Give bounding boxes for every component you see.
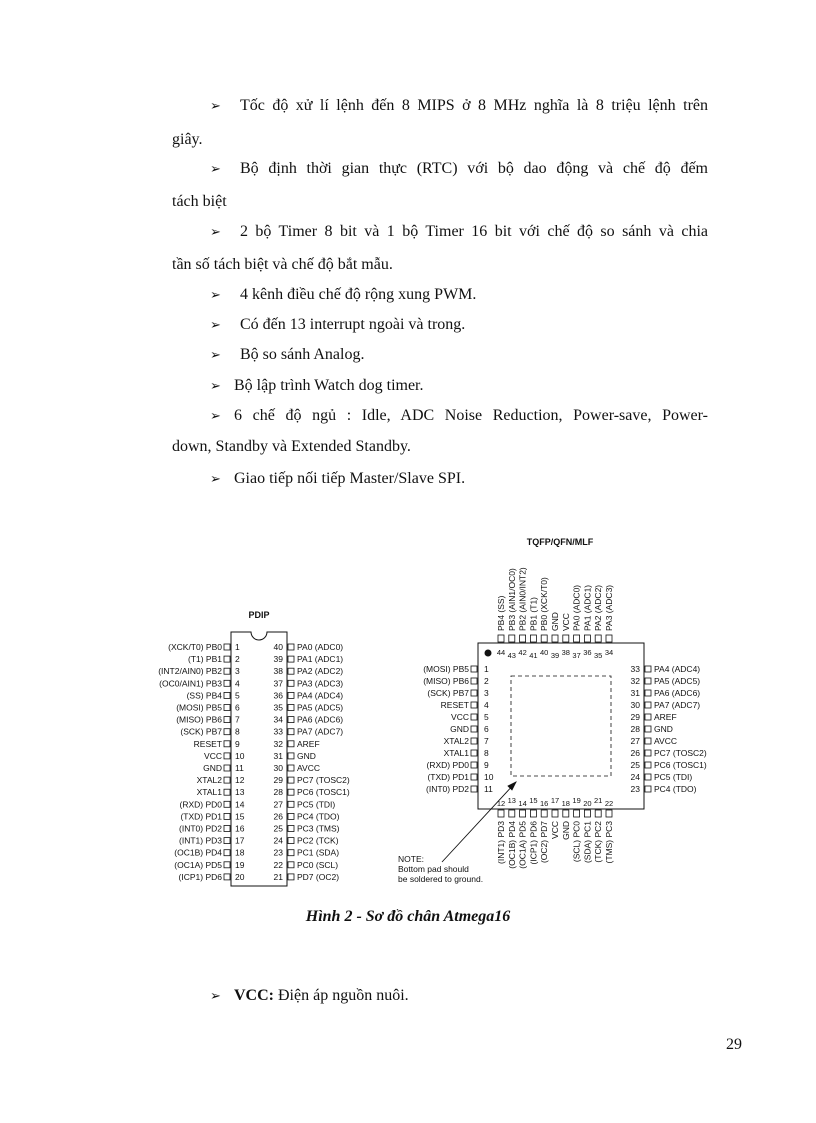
tqfp-pin-number: 37 <box>572 651 581 660</box>
pdip-pin-number: 34 <box>273 714 283 725</box>
pdip-pin-number: 40 <box>273 642 283 652</box>
pdip-pin-pad <box>224 692 230 698</box>
pdip-pin-pad <box>288 789 294 795</box>
tqfp-pin-label: (SCK) PB7 <box>427 688 469 698</box>
arrow-bullet-icon: ➢ <box>210 471 221 486</box>
pdip-pin-pad <box>224 838 230 844</box>
pdip-pin-label: (OC1A) PD5 <box>174 859 222 870</box>
tqfp-pin-number: 19 <box>572 796 581 805</box>
tqfp-bottom-pad-outline <box>511 676 611 776</box>
pdip-pin-number: 12 <box>235 775 245 786</box>
tqfp-pin-number: 33 <box>630 664 640 674</box>
tqfp-pin-label: AVCC <box>654 736 677 746</box>
tqfp-pin-pad <box>471 762 477 768</box>
pdip-pin-number: 29 <box>273 775 283 786</box>
pdip-pin-pad <box>224 668 230 674</box>
tqfp-pin-number: 2 <box>484 676 489 686</box>
tqfp-pin-label: VCC <box>451 712 469 722</box>
pdip-pin-number: 28 <box>273 787 283 798</box>
tqfp-pin-number: 44 <box>496 648 506 657</box>
pdip-pin-pad <box>288 717 294 723</box>
tqfp-pin-pad <box>509 635 515 642</box>
tqfp-pin-number: 35 <box>594 651 603 660</box>
tqfp-pin-label: PB4 (SS) <box>496 595 506 631</box>
pdip-pin-pad <box>288 838 294 844</box>
bottom-pad-note: NOTE: <box>398 854 424 864</box>
tqfp-pin-pad <box>552 810 558 817</box>
tqfp-pin-pad <box>595 810 601 817</box>
bullet-line-vcc: ➢ VCC: Điện áp nguồn nuôi. <box>210 987 409 1004</box>
pdip-pin-label: (MOSI) PB5 <box>176 702 222 713</box>
pdip-pin-pad <box>288 705 294 711</box>
tqfp-pin-label: (OC2) PD7 <box>539 821 550 864</box>
tqfp-pin-pad <box>563 635 569 642</box>
tqfp-pin-pad <box>520 810 526 817</box>
arrow-bullet-icon: ➢ <box>210 988 221 1003</box>
pdip-pin-number: 14 <box>235 799 245 810</box>
tqfp-pin-pad <box>530 810 536 817</box>
pdip-pin-label: PA0 (ADC0) <box>297 642 344 652</box>
tqfp-pin-number: 31 <box>630 688 640 698</box>
tqfp-pin-label: (OC1A) PD5 <box>517 821 528 869</box>
pdip-pin-number: 10 <box>235 750 245 761</box>
pdip-pin-label: XTAL2 <box>196 775 222 786</box>
tqfp-pin-number: 14 <box>518 799 527 808</box>
pdip-pin-number: 22 <box>273 859 283 870</box>
pdip-pin-label: AVCC <box>297 763 320 773</box>
pdip-pin-label: (TXD) PD1 <box>180 811 222 822</box>
arrow-bullet-icon: ➢ <box>210 287 221 302</box>
tqfp-pin-pad <box>584 635 590 642</box>
pdip-pin-label: (XCK/T0) PB0 <box>168 642 222 652</box>
pdip-pin-pad <box>288 692 294 698</box>
tqfp-pin-number: 18 <box>561 799 570 808</box>
tqfp-pin-label: RESET <box>440 700 469 710</box>
tqfp-pin-number: 3 <box>484 688 489 698</box>
tqfp-pin-number: 16 <box>540 799 549 808</box>
tqfp-pin-label: (TCK) PC2 <box>593 821 604 863</box>
pdip-pin-number: 19 <box>235 859 245 870</box>
tqfp-pin-label: (RXD) PD0 <box>426 760 469 770</box>
bullet-line: ➢ 6 chế độ ngủ : Idle, ADC Noise Reduction, Power-save, Power- <box>210 407 708 424</box>
tqfp-pin-pad <box>645 690 651 696</box>
pdip-pin-number: 39 <box>273 654 283 665</box>
pdip-pin-pad <box>224 850 230 856</box>
tqfp-pin-pad <box>471 738 477 744</box>
pdip-pin-pad <box>288 862 294 868</box>
arrow-bullet-icon: ➢ <box>210 378 221 393</box>
tqfp-pin-label: (ICP1) PD6 <box>528 821 539 865</box>
tqfp-pin-number: 17 <box>550 796 560 805</box>
pdip-pin-pad <box>224 705 230 711</box>
pdip-pin-number: 8 <box>235 726 240 737</box>
pdip-pin-label: PC0 (SCL) <box>297 859 339 870</box>
tqfp-pin-label: GND <box>654 724 673 734</box>
pdip-pin-pad <box>224 656 230 662</box>
pdip-pin-number: 23 <box>273 847 283 858</box>
tqfp-pin-number: 40 <box>540 648 549 657</box>
pdip-pin-pad <box>224 741 230 747</box>
tqfp-pin-pad <box>471 678 477 684</box>
bullet-line: ➢ Bộ định thời gian thực (RTC) với bộ dao động và chế độ đếm <box>210 160 708 177</box>
pdip-pin-label: PC3 (TMS) <box>297 823 340 834</box>
pdip-pin-number: 18 <box>235 847 245 858</box>
tqfp-pin-label: (INT1) PD3 <box>496 821 506 864</box>
pdip-pin-label: VCC <box>204 750 222 761</box>
tqfp-pin-number: 8 <box>484 748 489 758</box>
tqfp-pin-number: 1 <box>484 664 489 674</box>
pdip-pin-label: (INT1) PD3 <box>179 835 222 846</box>
tqfp-pin-number: 9 <box>484 760 489 770</box>
pdip-pin-label: PA2 (ADC2) <box>297 666 344 677</box>
pdip-pin-pad <box>288 850 294 856</box>
pdip-pin-number: 21 <box>273 871 283 882</box>
tqfp-pin-pad <box>498 635 504 642</box>
tqfp-pin-label: VCC <box>560 613 571 631</box>
tqfp-pin-number: 34 <box>604 648 614 657</box>
tqfp-pin-label: PB2 (AIN0/INT2) <box>517 567 528 631</box>
tqfp-pin-pad <box>645 774 651 780</box>
tqfp-pin-number: 11 <box>484 784 493 794</box>
bullet-line: ➢ Tốc độ xử lí lệnh đến 8 MIPS ở 8 MHz nghĩa là 8 triệu lệnh trên <box>210 97 708 114</box>
tqfp-pin-number: 7 <box>484 736 489 746</box>
tqfp-pin-pad <box>645 726 651 732</box>
pdip-pin-pad <box>224 801 230 807</box>
tqfp-pin-label: AREF <box>654 712 677 722</box>
pdip-pin-number: 9 <box>235 738 240 749</box>
tqfp-pin-number: 22 <box>604 799 614 808</box>
pdip-pin-label: (SS) PB4 <box>186 690 222 701</box>
tqfp-pin-number: 20 <box>583 799 592 808</box>
tqfp-pin-number: 29 <box>630 712 640 722</box>
pdip-pin-number: 5 <box>235 690 240 701</box>
pdip-pin-pad <box>224 813 230 819</box>
pdip-pin-pad <box>288 644 294 650</box>
arrow-bullet-icon: ➢ <box>210 161 221 176</box>
tqfp-pin-number: 27 <box>630 736 640 746</box>
pdip-pin-number: 30 <box>273 763 283 773</box>
pdip-pin-number: 24 <box>273 835 283 846</box>
pdip-pin-label: GND <box>297 750 316 761</box>
tqfp-pin-label: GND <box>550 612 560 631</box>
pdip-pin-label: PA5 (ADC5) <box>297 702 344 713</box>
pdip-pin-label: (MISO) PB6 <box>176 714 222 725</box>
pdip-pin-pad <box>224 777 230 783</box>
tqfp-pin-label: (SCL) PC0 <box>571 821 582 863</box>
pdip-pin-pad <box>288 729 294 735</box>
tqfp-pin-label: PA2 (ADC2) <box>593 584 604 631</box>
pdip-pin-label: PA7 (ADC7) <box>297 726 344 737</box>
pdip-pin-number: 26 <box>273 811 283 822</box>
pdip-pin-pad <box>288 765 294 771</box>
pdip-pin-number: 2 <box>235 654 240 665</box>
pdip-pin-label: (ICP1) PD6 <box>178 871 222 882</box>
pdip-pin-label: PD7 (OC2) <box>297 871 340 882</box>
tqfp-pin-number: 24 <box>630 772 640 782</box>
pdip-pin-number: 13 <box>235 787 245 798</box>
pdip-pin-number: 32 <box>273 738 283 749</box>
tqfp-pin-number: 43 <box>507 651 516 660</box>
tqfp-pin-pad <box>530 635 536 642</box>
tqfp-pin-label: PC5 (TDI) <box>654 772 693 782</box>
pdip-pin-number: 17 <box>235 835 245 846</box>
pdip-pin-label: AREF <box>297 738 320 749</box>
pdip-pin-number: 35 <box>273 702 283 713</box>
tqfp-pin-pad <box>645 666 651 672</box>
arrow-bullet-icon: ➢ <box>210 347 221 362</box>
tqfp-pin-label: PA3 (ADC3) <box>604 584 614 631</box>
pdip-pin-label: PC1 (SDA) <box>297 847 340 858</box>
pdip-pin-label: PA3 (ADC3) <box>297 678 344 689</box>
pdip-pin-number: 3 <box>235 666 240 677</box>
tqfp-pin-pad <box>645 786 651 792</box>
pdip-pin-number: 7 <box>235 714 240 725</box>
tqfp-pin-label: PC4 (TDO) <box>654 784 697 794</box>
pdip-pin-pad <box>288 753 294 759</box>
tqfp-pin-label: GND <box>560 821 571 840</box>
tqfp-pin-label: PA5 (ADC5) <box>654 676 701 686</box>
tqfp-pin-label: (TMS) PC3 <box>604 821 614 864</box>
pdip-pin-pad <box>224 789 230 795</box>
tqfp-pin-number: 6 <box>484 724 489 734</box>
bullet-line: ➢ Bộ so sánh Analog. <box>210 346 365 363</box>
tqfp-pin-pad <box>471 774 477 780</box>
pdip-pin-label: PA6 (ADC6) <box>297 714 344 725</box>
tqfp-pin-label: GND <box>450 724 469 734</box>
tqfp-pin-pad <box>574 635 580 642</box>
pdip-pin-pad <box>224 680 230 686</box>
bullet-line: ➢ 2 bộ Timer 8 bit và 1 bộ Timer 16 bit với chế độ so sánh và chia <box>210 223 708 240</box>
tqfp-pin-label: (OC1B) PD4 <box>506 821 517 869</box>
tqfp-pin-pad <box>552 635 558 642</box>
pdip-pin-pad <box>224 753 230 759</box>
pdip-pin-label: (OC1B) PD4 <box>174 847 222 858</box>
pdip-pin-number: 16 <box>235 823 245 834</box>
tqfp-pin-pad <box>606 810 612 817</box>
tqfp-pin-pad <box>541 810 547 817</box>
pdip-pin-label: (SCK) PB7 <box>180 726 222 737</box>
tqfp-pin-label: XTAL2 <box>443 736 469 746</box>
tqfp-pin-number: 28 <box>630 724 640 734</box>
pdip-pin-number: 38 <box>273 666 283 677</box>
tqfp-pin-number: 36 <box>583 648 592 657</box>
tqfp-pin-label: VCC <box>550 821 560 839</box>
pdip-pin-label: PC6 (TOSC1) <box>297 787 350 798</box>
tqfp-pin-number: 10 <box>484 772 494 782</box>
tqfp-pin-pad <box>471 702 477 708</box>
tqfp-pin-pad <box>584 810 590 817</box>
pdip-pin-pad <box>288 801 294 807</box>
pdip-pin-label: PC5 (TDI) <box>297 799 336 810</box>
tqfp-pin-number: 26 <box>630 748 640 758</box>
pdip-pin-number: 20 <box>235 871 245 882</box>
tqfp-pin-number: 23 <box>630 784 640 794</box>
pdip-pin-label: GND <box>203 763 222 773</box>
pdip-pin-label: PC2 (TCK) <box>297 835 339 846</box>
pdip-pin-label: RESET <box>193 738 222 749</box>
tqfp-pin-number: 4 <box>484 700 489 710</box>
tqfp-pin-number: 13 <box>507 796 516 805</box>
tqfp-pin-label: PA7 (ADC7) <box>654 700 701 710</box>
pdip-pin-pad <box>224 874 230 880</box>
term-vcc: VCC: <box>234 987 274 1004</box>
paragraph-line: giây. <box>172 131 203 148</box>
tqfp-pin-number: 25 <box>630 760 640 770</box>
tqfp-pin-pad <box>606 635 612 642</box>
tqfp-pin-pad <box>471 786 477 792</box>
tqfp-pin-pad <box>645 702 651 708</box>
paragraph-line: tách biệt <box>172 193 227 210</box>
pdip-pin-number: 1 <box>235 642 240 652</box>
pdip-pin-number: 25 <box>273 823 283 834</box>
pdip-pin-pad <box>288 874 294 880</box>
tqfp-pin-label: PA4 (ADC4) <box>654 664 701 674</box>
tqfp-pin-label: (TXD) PD1 <box>427 772 469 782</box>
pdip-pin-pad <box>288 777 294 783</box>
pdip-pin-label: PA1 (ADC1) <box>297 654 344 665</box>
pdip-pin-number: 33 <box>273 726 283 737</box>
tqfp-pin-label: PA1 (ADC1) <box>582 584 593 631</box>
bullet-line: ➢ Bộ lập trình Watch dog timer. <box>210 377 424 394</box>
tqfp-pin-label: PA6 (ADC6) <box>654 688 701 698</box>
pdip-pin-pad <box>288 668 294 674</box>
tqfp-pin-label: PB1 (T1) <box>528 596 539 631</box>
pdip-pin-pad <box>224 717 230 723</box>
bottom-pad-note: Bottom pad should <box>398 864 469 874</box>
pin1-marker-dot <box>485 650 492 657</box>
tqfp-pin-number: 30 <box>630 700 640 710</box>
tqfp-pin-pad <box>541 635 547 642</box>
pdip-pin-number: 4 <box>235 678 240 689</box>
pdip-pin-pad <box>288 813 294 819</box>
pdip-pin-number: 37 <box>273 678 283 689</box>
pdip-pin-number: 11 <box>235 763 244 773</box>
pdip-pin-label: PC4 (TDO) <box>297 811 340 822</box>
pdip-pin-pad <box>224 729 230 735</box>
tqfp-pin-pad <box>645 762 651 768</box>
bullet-line: ➢ 4 kênh điều chế độ rộng xung PWM. <box>210 286 477 303</box>
bullet-line: ➢ Có đến 13 interrupt ngoài và trong. <box>210 316 466 333</box>
pdip-pin-pad <box>224 644 230 650</box>
tqfp-pin-pad <box>645 738 651 744</box>
tqfp-pin-number: 15 <box>529 796 538 805</box>
page-number: 29 <box>726 1036 742 1053</box>
paragraph-line: down, Standby và Extended Standby. <box>172 438 411 455</box>
tqfp-pin-number: 39 <box>550 651 560 660</box>
tqfp-pin-number: 12 <box>496 799 506 808</box>
pdip-pin-label: (OC0/AIN1) PB3 <box>159 678 222 689</box>
tqfp-pin-pad <box>595 635 601 642</box>
pdip-pin-pad <box>288 826 294 832</box>
pdip-pin-label: (INT0) PD2 <box>179 823 222 834</box>
bullet-line: ➢ Giao tiếp nối tiếp Master/Slave SPI. <box>210 470 466 487</box>
arrow-bullet-icon: ➢ <box>210 224 221 239</box>
tqfp-pin-pad <box>471 714 477 720</box>
pdip-pin-label: XTAL1 <box>196 787 222 798</box>
tqfp-pin-label: (SDA) PC1 <box>582 821 593 864</box>
arrow-bullet-icon: ➢ <box>210 317 221 332</box>
pdip-pin-number: 31 <box>273 750 283 761</box>
pdip-pin-pad <box>224 862 230 868</box>
pdip-pin-label: PC7 (TOSC2) <box>297 775 350 786</box>
tqfp-pin-label: (MOSI) PB5 <box>423 664 469 674</box>
pdip-title: PDIP <box>248 610 270 620</box>
tqfp-pin-number: 41 <box>529 651 538 660</box>
pdip-pin-pad <box>224 765 230 771</box>
tqfp-body <box>478 643 644 809</box>
tqfp-pin-pad <box>645 750 651 756</box>
tqfp-pin-pad <box>471 750 477 756</box>
tqfp-pin-label: PC7 (TOSC2) <box>654 748 707 758</box>
paragraph-line: tần số tách biệt và chế độ bắt mẫu. <box>172 256 393 273</box>
tqfp-pin-pad <box>645 678 651 684</box>
tqfp-pin-label: PB0 (XCK/T0) <box>539 577 550 631</box>
pdip-pin-pad <box>288 680 294 686</box>
pdip-pin-label: (RXD) PD0 <box>179 799 222 810</box>
tqfp-pin-pad <box>520 635 526 642</box>
tqfp-pin-number: 38 <box>561 648 570 657</box>
pdip-pin-number: 27 <box>273 799 283 810</box>
pdip-pin-number: 6 <box>235 702 240 713</box>
pdip-pin-number: 36 <box>273 690 283 701</box>
arrow-bullet-icon: ➢ <box>210 98 221 113</box>
tqfp-pin-pad <box>509 810 515 817</box>
tqfp-pin-pad <box>498 810 504 817</box>
tqfp-pin-label: XTAL1 <box>443 748 469 758</box>
tqfp-title: TQFP/QFN/MLF <box>526 537 594 547</box>
arrow-bullet-icon: ➢ <box>210 408 221 423</box>
tqfp-pin-label: PA0 (ADC0) <box>571 584 582 631</box>
figure-caption: Hình 2 - Sơ đồ chân Atmega16 <box>305 908 511 925</box>
tqfp-pin-number: 32 <box>630 676 640 686</box>
tqfp-pin-number: 21 <box>594 796 603 805</box>
pdip-pin-pad <box>288 741 294 747</box>
tqfp-pin-label: (INT0) PD2 <box>426 784 469 794</box>
tqfp-pin-pad <box>645 714 651 720</box>
tqfp-pin-pad <box>471 690 477 696</box>
pdip-pin-pad <box>288 656 294 662</box>
pdip-pin-number: 15 <box>235 811 245 822</box>
tqfp-pin-label: PB3 (AIN1/OC0) <box>506 568 517 631</box>
pdip-pin-label: (T1) PB1 <box>187 654 222 665</box>
tqfp-pin-label: PC6 (TOSC1) <box>654 760 707 770</box>
tqfp-pin-pad <box>563 810 569 817</box>
tqfp-pin-pad <box>471 726 477 732</box>
tqfp-pin-pad <box>471 666 477 672</box>
tqfp-pin-label: (MISO) PB6 <box>423 676 469 686</box>
bottom-pad-note: be soldered to ground. <box>398 874 484 884</box>
tqfp-pin-number: 42 <box>518 648 527 657</box>
pdip-pin-label: PA4 (ADC4) <box>297 690 344 701</box>
pdip-pin-pad <box>224 826 230 832</box>
pdip-pin-label: (INT2/AIN0) PB2 <box>158 666 222 677</box>
tqfp-pin-number: 5 <box>484 712 489 722</box>
tqfp-pin-pad <box>574 810 580 817</box>
